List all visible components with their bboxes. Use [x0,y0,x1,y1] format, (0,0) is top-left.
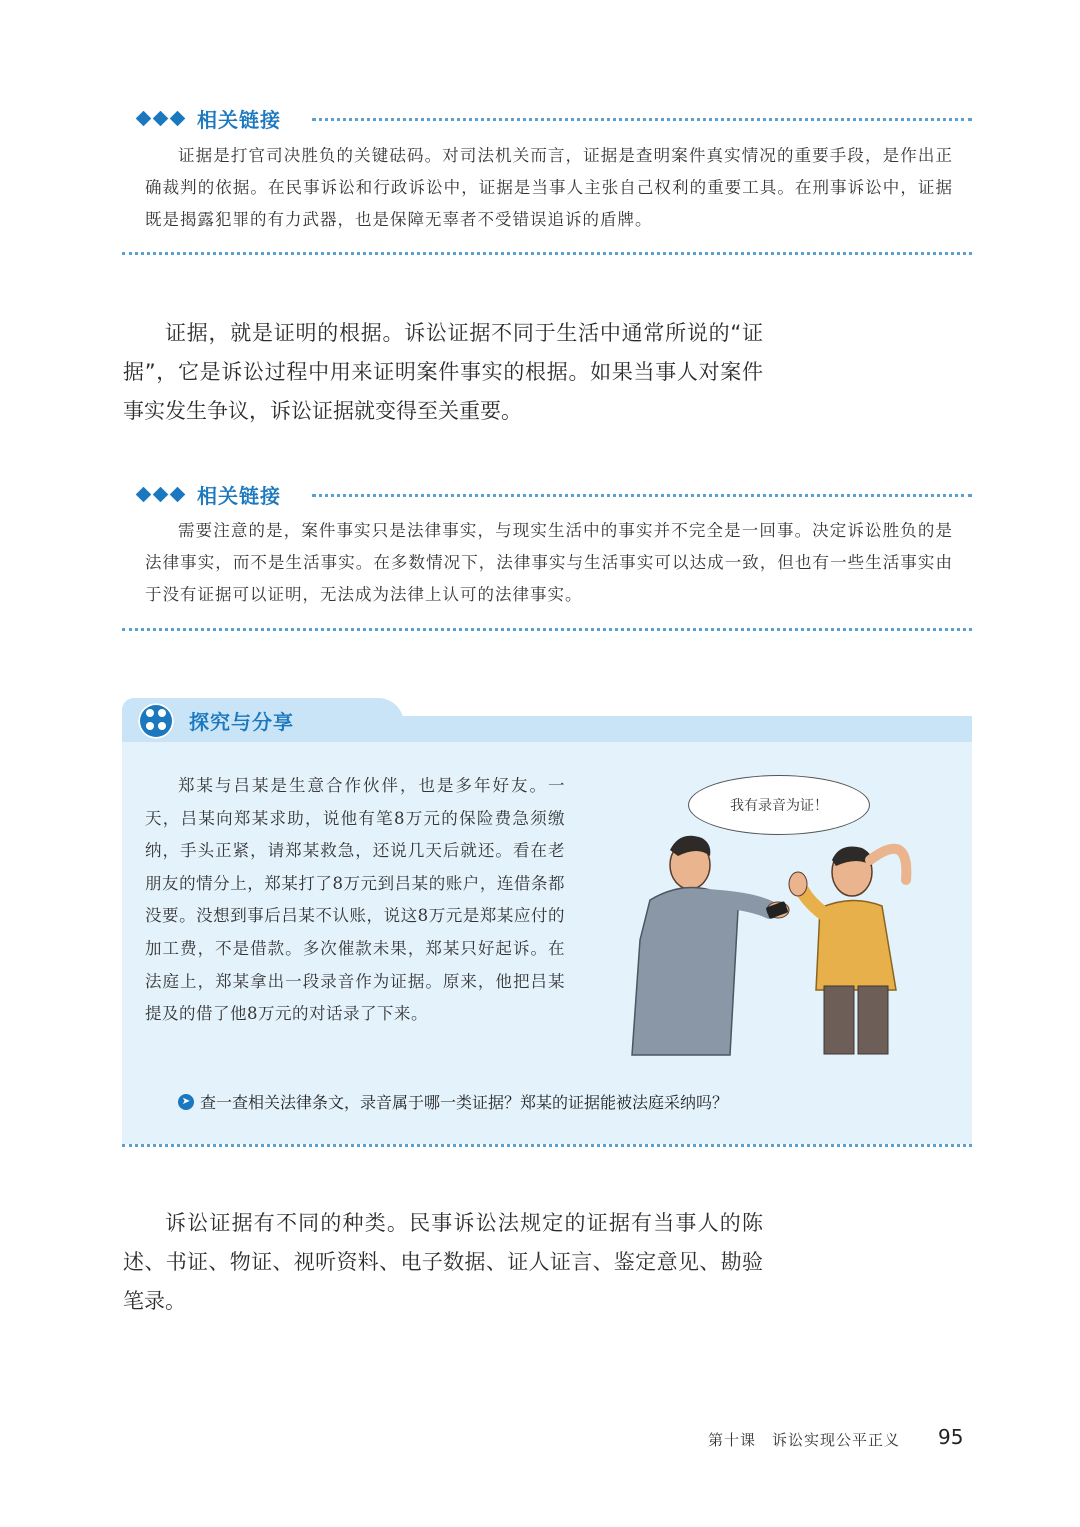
link-bottom-divider-1 [122,252,972,255]
diamond-icon [138,489,183,500]
chapter-footer: 第十课 诉讼实现公平正义 [708,1431,901,1449]
link-text-1: 证据是打官司决胜负的关键砝码。对司法机关而言，证据是查明案件真实情况的重要手段，是作出正确裁判的依据。在民事诉讼和行政诉讼中，证据是当事人主张自己权利的重要工具。在刑事诉讼中，证据既是揭露犯罪的有力武器，也是保障无辜者不受错误追诉的盾牌。 [145,146,953,229]
link-title-2: 相关链接 [197,483,281,508]
arrow-circle-icon: ➤ [178,1094,194,1110]
explore-question-row [178,1090,728,1113]
link-top-divider-2 [312,494,972,497]
film-reel-icon [138,703,174,739]
diamond-icon [138,113,183,124]
link-top-divider-1 [312,118,972,121]
page-number: 95 [938,1425,964,1449]
link-text-2: 需要注意的是，案件事实只是法律事实，与现实生活中的事实并不完全是一回事。决定诉讼胜负的是法律事实，而不是生活事实。在多数情况下，法律事实与生活事实可以达成一致，但也有一些生活事实由于没有证据可以证明，无法成为法律上认可的法律事实。 [145,521,953,604]
body-paragraph-1: 证据，就是证明的根据。诉讼证据不同于生活中通常所说的“证据”，它是诉讼过程中用来证明案件事实的根据。如果当事人对案件事实发生争议，诉讼证据就变得至关重要。 [123,321,763,423]
explore-title: 探究与分享 [189,710,294,734]
link-bottom-divider-2 [122,628,972,631]
speech-bubble: 我有录音为证！ [688,775,870,835]
explore-bottom-divider [122,1144,972,1147]
body-paragraph-2: 诉讼证据有不同的种类。民事诉讼法规定的证据有当事人的陈述、书证、物证、视听资料、电子数据、证人证言、鉴定意见、勘验笔录。 [123,1211,763,1313]
explore-story: 郑某与吕某是生意合作伙伴，也是多年好友。一天，吕某向郑某求助，说他有笔8万元的保险费急须缴纳，手头正紧，请郑某救急，还说几天后就还。看在老朋友的情分上，郑某打了8万元到吕某的账户，连借条都没要。没想到事后吕某不认账，说这8万元是郑某应付的加工费，不是借款。多次催款未果，郑某只好起诉。在法庭上，郑某拿出一段录音作为证据。原来，他把吕某提及的借了他8万元的对话录了下来。 [145,776,565,1024]
explore-question: 查一查相关法律条文，录音属于哪一类证据？郑某的证据能被法庭采纳吗？ [200,1093,729,1112]
link-header-2 [138,477,281,511]
link-header-1 [138,101,281,135]
link-title-1: 相关链接 [197,107,281,132]
